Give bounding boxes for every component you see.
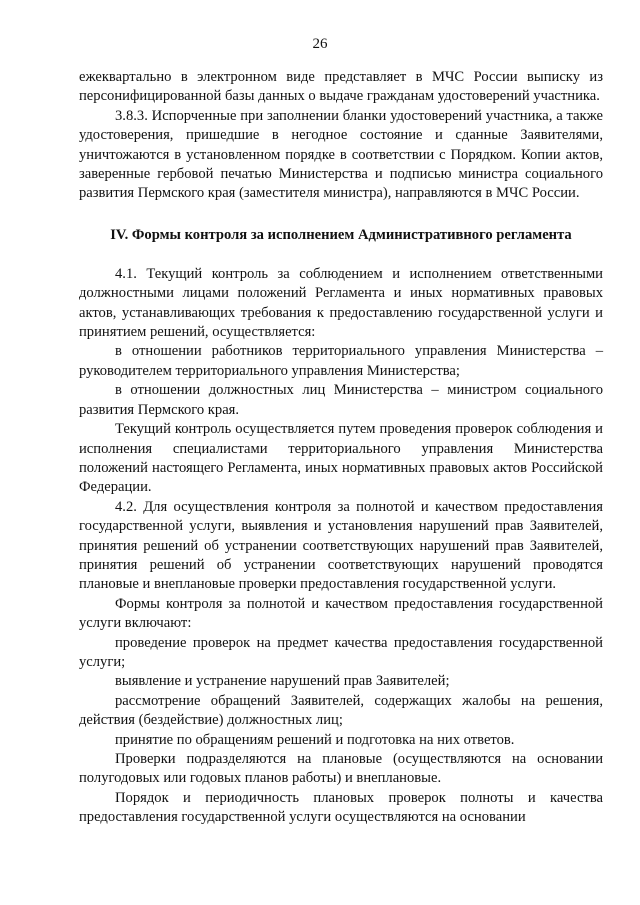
- paragraph: 4.1. Текущий контроль за соблюдением и исполнением ответственными должностными лицами положений Регламента и иных нормативных правовых актов, устанавливающих требования к предоставлению государственной услуги и принятием решений, осуществляется:: [79, 265, 603, 341]
- paragraph: 3.8.3. Испорченные при заполнении бланки удостоверений участника, а также удостоверения, пришедшие в негодное состояние и сданные Заявителями, уничтожаются в установленном порядке в соответствии с Порядком. Копии актов, заверенные гербовой печатью Министерства и подписью министра социального развития Пермского края (заместителя министра), направляются в МЧС России.: [79, 107, 603, 202]
- paragraph: Формы контроля за полнотой и качеством предоставления государственной услуги включают:: [79, 595, 603, 632]
- paragraph: в отношении работников территориального управления Министерства – руководителем территориального управления Министерства;: [79, 343, 603, 379]
- paragraph: Порядок и периодичность плановых проверок полноты и качества предоставления государственной услуги осуществляются на основании: [79, 789, 603, 826]
- paragraph: рассмотрение обращений Заявителей, содержащих жалобы на решения, действия (бездействие) должностных лиц;: [79, 692, 603, 729]
- paragraph: проведение проверок на предмет качества предоставления государственной услуги;: [79, 634, 603, 670]
- paragraph: Проверки подразделяются на плановые (осуществляются на основании полугодовых или годовых планов работы) и внеплановые.: [79, 751, 603, 787]
- page-number: 26: [312, 36, 328, 52]
- paragraph: ежеквартально в электронном виде представляет в МЧС России выписку из персонифицированной базы данных о выдаче гражданам удостоверений участника.: [79, 69, 603, 105]
- paragraph: 4.2. Для осуществления контроля за полнотой и качеством предоставления государственной услуги, выявления и установления нарушений прав Заявителей, принятия решений об устранении соответствующих нарушений прав Заявителей, принятия решений об устранении соответствующих нарушений проводятся плановые и внеплановые проверки предоставления государственной услуги.: [79, 498, 603, 593]
- paragraph: Текущий контроль осуществляется путем проведения проверок соблюдения и исполнения специалистами территориального управления Министерства положений настоящего Регламента, иных нормативных правовых актов Российской Федерации.: [79, 421, 603, 496]
- paragraph: выявление и устранение нарушений прав Заявителей;: [115, 673, 450, 690]
- paragraph: в отношении должностных лиц Министерства – министром социального развития Пермского края.: [79, 382, 603, 418]
- document-body: [79, 68, 603, 828]
- section-heading: IV. Формы контроля за исполнением Административного регламента: [110, 226, 572, 243]
- paragraph: принятие по обращениям решений и подготовка на них ответов.: [115, 731, 515, 748]
